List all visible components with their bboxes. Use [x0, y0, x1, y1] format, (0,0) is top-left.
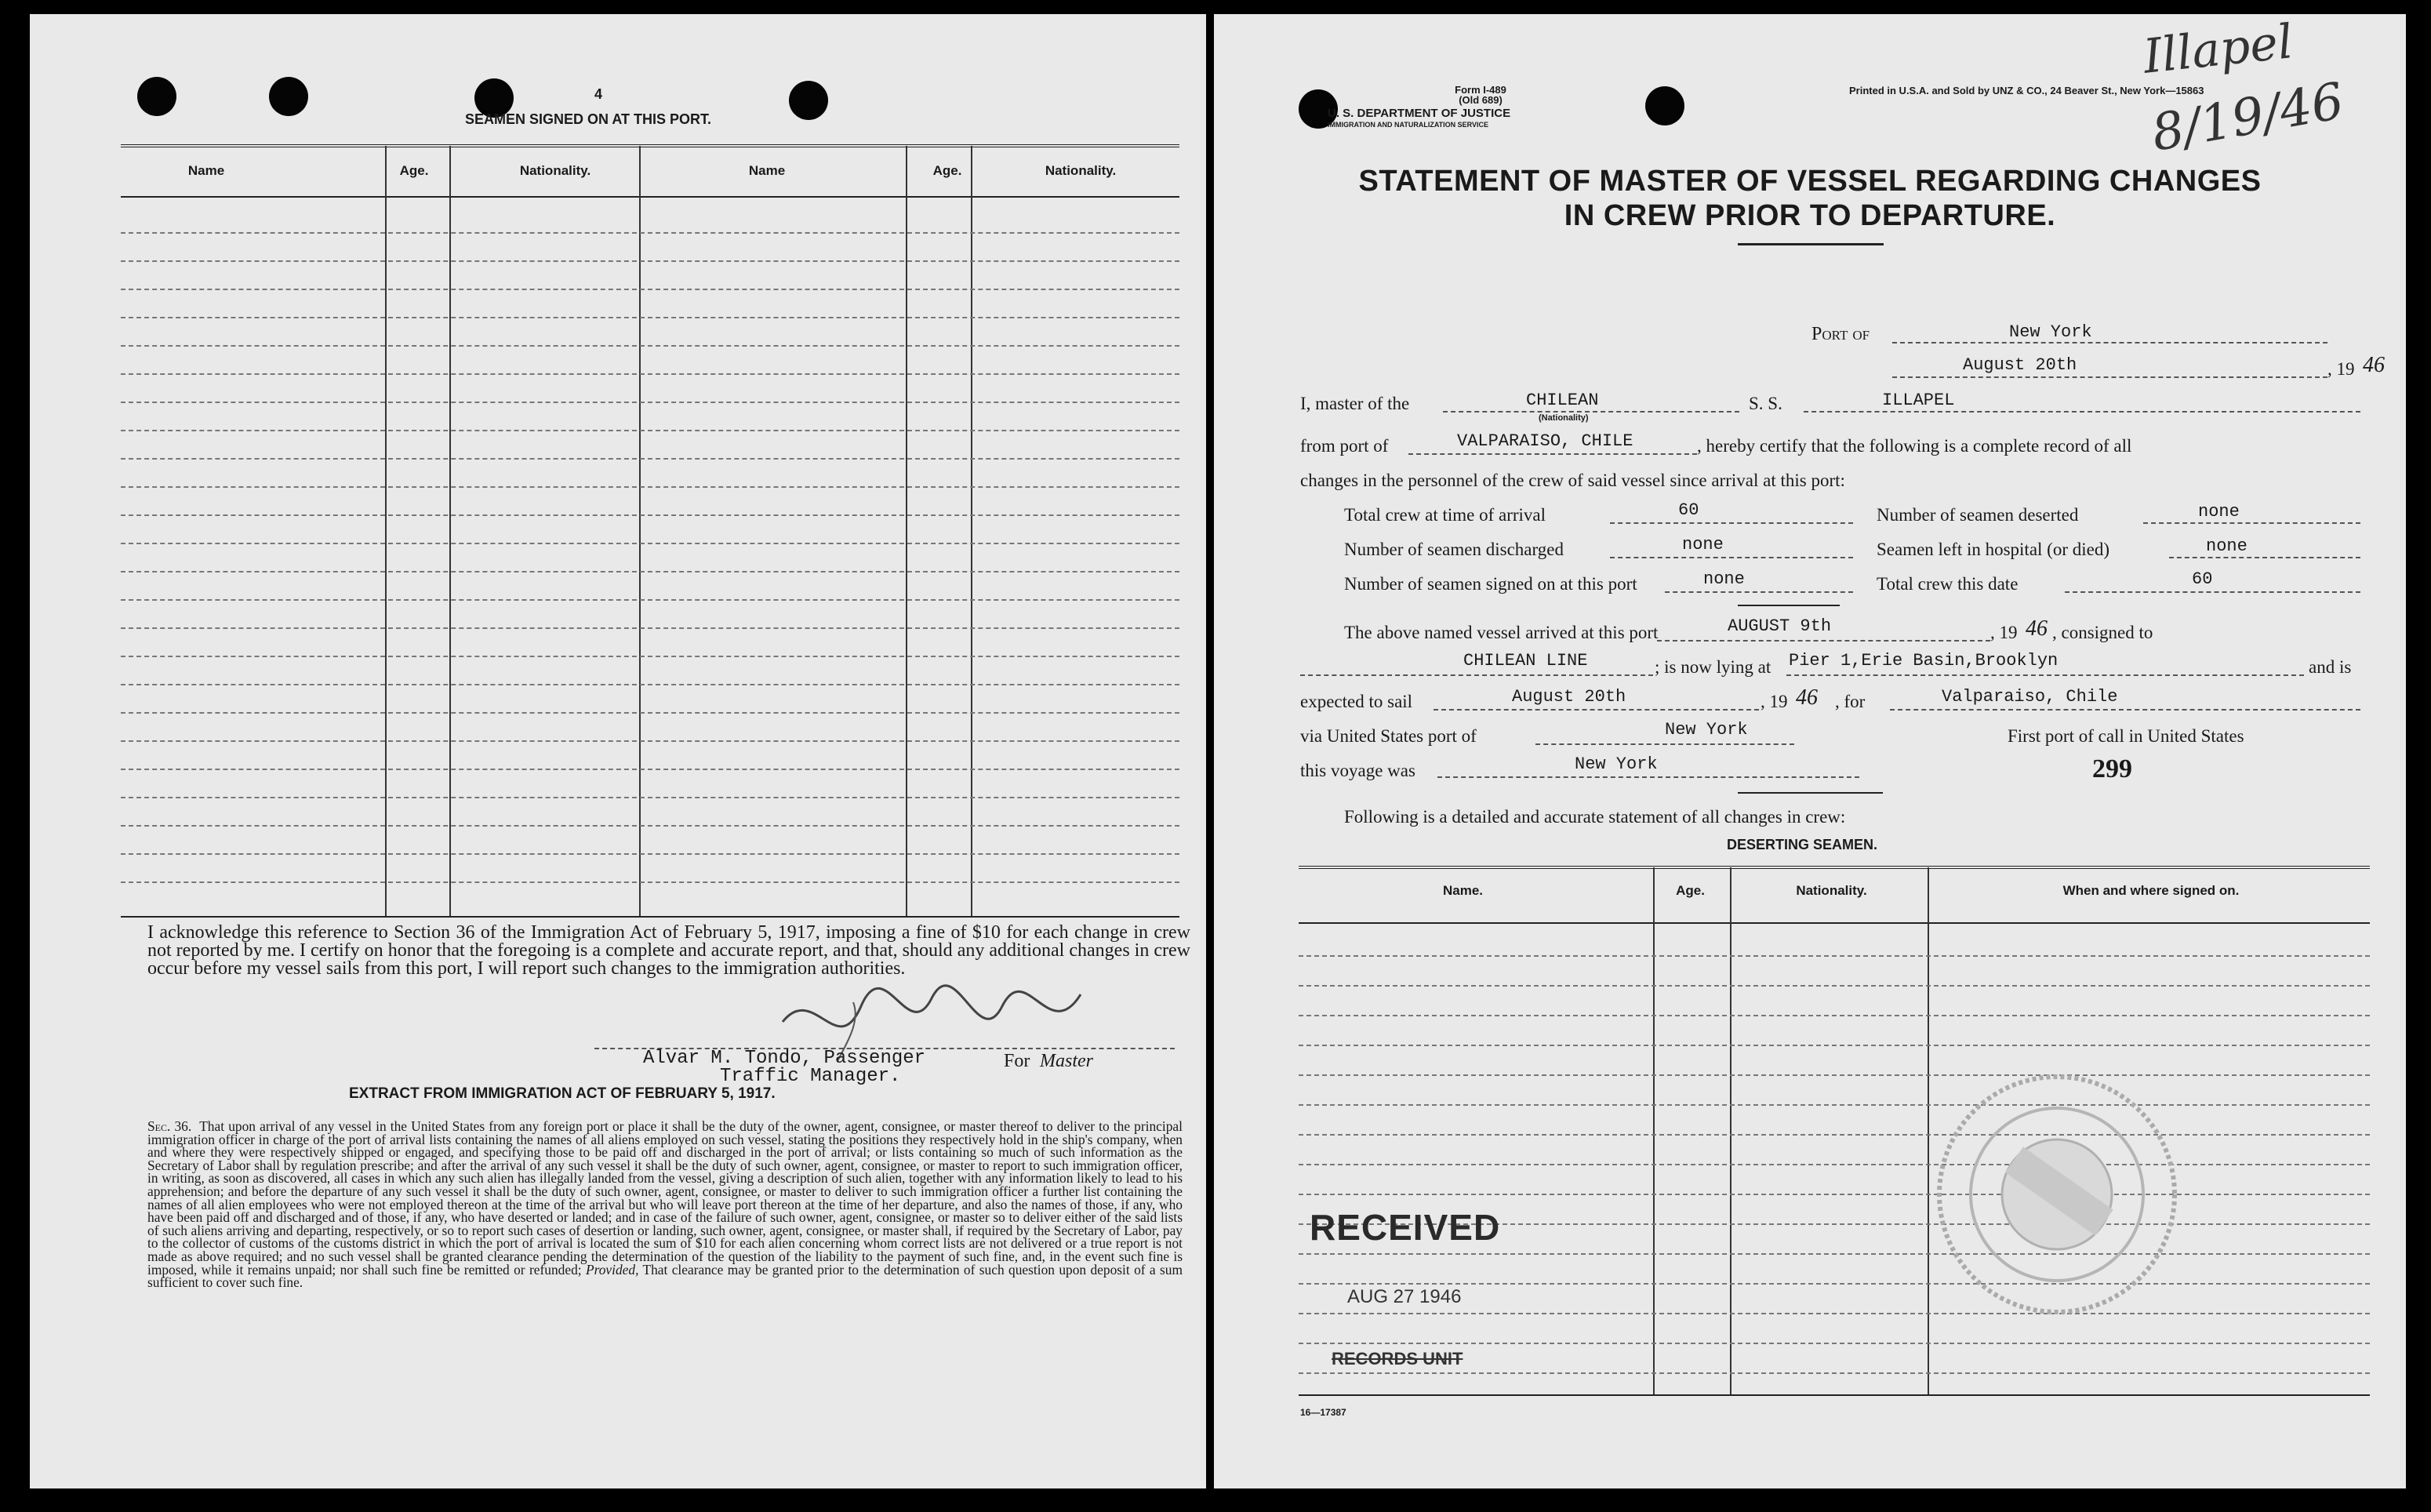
column-divider: [1730, 867, 1731, 1394]
column-header-name: Name: [748, 163, 786, 178]
page-number: 4: [594, 86, 603, 102]
column-header-age: Age.: [1676, 883, 1705, 898]
printer-credit: Printed in U.S.A. and Sold by UNZ & CO., 24 Beaver St., New York—15863: [1849, 85, 2204, 96]
destination-line: [1890, 709, 2360, 711]
table-row: [121, 514, 1179, 516]
table-row: [121, 430, 1179, 431]
signed-on-label: Number of seamen signed on at this port: [1344, 574, 1637, 594]
table-row: [1299, 1104, 2370, 1106]
table-row: [1299, 1372, 2370, 1374]
table-row: [121, 345, 1179, 347]
table-row: [121, 656, 1179, 657]
table-row: [1299, 1283, 2370, 1285]
discharged-label: Number of seamen discharged: [1344, 540, 1564, 559]
old-form-number: (Old 689): [1459, 94, 1503, 106]
and-is-label: and is: [2309, 657, 2352, 677]
certify-text: , hereby certify that the following is a complete record of all: [1697, 436, 2132, 456]
extract-provided: Provided,: [585, 1261, 639, 1278]
department-name: U. S. DEPARTMENT OF JUSTICE: [1328, 107, 1511, 120]
column-divider: [1653, 867, 1655, 1394]
deserting-seamen-title: DESERTING SEAMEN.: [1726, 837, 1878, 852]
expected-line: [1434, 709, 1759, 711]
date-value: August 20th: [1963, 355, 2077, 375]
circular-received-seal: [1928, 1065, 2186, 1324]
acknowledgment-text: I acknowledge this reference to Section 36 of the Immigration Act of February 5, 1917, imposing a fine of $10 for each change in crew not reported by me. I certify on honor that the foregoing is a complete and accurate report, and that, should any additional changes in crew occur before my vessel sails from this port, I will report such changes to the immigration authorities.: [147, 922, 1190, 979]
sail-year-value: 46: [1796, 685, 1818, 710]
table-row: [1299, 1045, 2370, 1046]
extract-title: EXTRACT FROM IMMIGRATION ACT OF FEBRUARY 5, 1917.: [349, 1085, 776, 1102]
lying-value: Pier 1,Erie Basin,Brooklyn: [1789, 651, 2059, 671]
title-underline: [1738, 243, 1884, 245]
right-page: [1214, 14, 2406, 1488]
records-unit-stamp: RECORDS UNIT: [1332, 1349, 1463, 1368]
deserted-label: Number of seamen deserted: [1877, 505, 2079, 525]
table-row: [121, 599, 1179, 601]
number-stamp: 299: [2092, 754, 2132, 783]
via-line: [1535, 743, 1794, 745]
punch-hole: [789, 81, 828, 120]
received-date-stamp: AUG 27 1946: [1347, 1286, 1462, 1307]
handwritten-date: 8/19/46: [2147, 72, 2349, 163]
form-number-block: [1410, 85, 1551, 105]
table-row: [121, 571, 1179, 572]
for-label: For: [1004, 1051, 1030, 1071]
table-row: [121, 684, 1179, 685]
total-crew-arrival-line: [1610, 522, 1853, 524]
master-of-label: I, master of the: [1300, 394, 1410, 413]
year-prefix: , 19: [2327, 359, 2355, 379]
table-row: [1299, 955, 2370, 957]
consigned-label: , consigned to: [2052, 623, 2153, 642]
separator-rule: [1738, 605, 1840, 606]
table-row: [121, 486, 1179, 488]
master-label: Master: [1040, 1051, 1093, 1071]
table-row: [1299, 1253, 2370, 1255]
voyage-line: [1437, 776, 1859, 778]
table-row: [121, 853, 1179, 855]
column-header-name: Name: [187, 163, 225, 178]
extract-body: [147, 1120, 1183, 1289]
table-row: [121, 373, 1179, 375]
table-row: [121, 712, 1179, 714]
following-text: Following is a detailed and accurate statement of all changes in crew:: [1344, 807, 1846, 827]
sail-year-prefix: , 19: [1761, 692, 1788, 711]
signer-title: Traffic Manager.: [720, 1066, 901, 1087]
consignee-line: [1300, 674, 1653, 676]
via-value: New York: [1665, 720, 1748, 740]
service-name: IMMIGRATION AND NATURALIZATION SERVICE: [1328, 121, 1488, 129]
total-crew-arrival-label: Total crew at time of arrival: [1344, 505, 1546, 525]
total-crew-date-line: [2065, 591, 2360, 593]
nationality-value: CHILEAN: [1526, 391, 1599, 410]
first-port-label: First port of call in United States: [2008, 726, 2244, 746]
hospital-line: [2169, 557, 2360, 558]
column-header-age: Age.: [932, 163, 962, 178]
table-row: [1299, 1194, 2370, 1195]
table-row: [121, 740, 1179, 742]
hospital-value: none: [2206, 536, 2247, 556]
table-row: [121, 543, 1179, 544]
column-header-name: Name.: [1442, 883, 1484, 898]
table-row: [1299, 1074, 2370, 1076]
punch-hole: [269, 77, 308, 116]
document-title-line1: STATEMENT OF MASTER OF VESSEL REGARDING CHANGES: [1358, 165, 2262, 198]
extract-tail: That clearance may be granted prior to the determination of such question upon deposit of a sum sufficient to cover such fine.: [147, 1261, 1183, 1291]
date-line: [1892, 376, 2327, 378]
nationality-line: [1443, 411, 1739, 413]
total-crew-arrival-value: 60: [1678, 500, 1699, 520]
table-top-rule: [1299, 866, 2370, 869]
voyage-label: this voyage was: [1300, 761, 1415, 780]
signed-on-value: none: [1703, 569, 1745, 589]
port-of-line: [1892, 342, 2327, 343]
arrived-year-prefix: , 19: [1990, 623, 2018, 642]
extract-section: Sec. 36.: [147, 1118, 192, 1134]
table-row: [1299, 1164, 2370, 1165]
for-label: , for: [1835, 692, 1866, 711]
arrived-year-value: 46: [2026, 616, 2048, 641]
header-rule: [1299, 922, 2370, 924]
table-row: [121, 458, 1179, 460]
column-header-when-where: When and where signed on.: [2062, 883, 2240, 898]
table-row: [1299, 1134, 2370, 1136]
total-crew-date-value: 60: [2192, 569, 2213, 589]
consignee-value: CHILEAN LINE: [1463, 651, 1588, 671]
separator-rule: [1738, 792, 1883, 794]
table-row: [121, 402, 1179, 403]
table-bottom-rule: [1299, 1394, 2370, 1396]
from-port-label: from port of: [1300, 436, 1389, 456]
total-crew-date-label: Total crew this date: [1877, 574, 2019, 594]
hospital-label: Seamen left in hospital (or died): [1877, 540, 2110, 559]
year-value: 46: [2363, 353, 2385, 377]
table-row: [121, 260, 1179, 262]
left-page-title: SEAMEN SIGNED ON AT THIS PORT.: [465, 111, 712, 127]
signed-on-line: [1665, 591, 1853, 593]
deserted-line: [2143, 522, 2360, 524]
table-row: [121, 881, 1179, 883]
discharged-value: none: [1682, 535, 1724, 554]
destination-value: Valparaiso, Chile: [1942, 687, 2118, 707]
from-port-value: VALPARAISO, CHILE: [1457, 431, 1633, 451]
from-port-line: [1408, 453, 1697, 455]
ship-name-value: ILLAPEL: [1882, 391, 1955, 410]
handwritten-vessel-name: Illapel: [2140, 14, 2296, 85]
left-page: [30, 14, 1206, 1488]
column-header-nationality: Nationality.: [1045, 163, 1117, 178]
nationality-caption: (Nationality): [1539, 413, 1589, 423]
table-row: [121, 232, 1179, 234]
column-header-age: Age.: [399, 163, 429, 178]
table-row: [121, 825, 1179, 827]
received-stamp: RECEIVED: [1310, 1207, 1501, 1248]
header-rule: [121, 196, 1179, 198]
expected-value: August 20th: [1512, 687, 1626, 707]
lying-line: [1786, 674, 2304, 676]
port-of-label: Port of: [1811, 324, 1870, 344]
table-row: [1299, 1015, 2370, 1016]
table-bottom-rule: [121, 916, 1179, 918]
signer-name: Alvar M. Tondo, Passenger: [643, 1048, 926, 1069]
footer-code: 16—17387: [1300, 1407, 1346, 1418]
column-header-nationality: Nationality.: [1796, 883, 1867, 898]
lying-label: ; is now lying at: [1655, 657, 1771, 677]
form-number: Form I-489: [1455, 84, 1506, 96]
arrived-value: AUGUST 9th: [1728, 616, 1832, 636]
table-row: [121, 627, 1179, 629]
ship-name-line: [1804, 411, 2360, 413]
table-row: [121, 769, 1179, 770]
table-row: [1299, 985, 2370, 987]
table-row: [121, 797, 1179, 798]
punch-hole: [137, 77, 176, 116]
table-row: [121, 289, 1179, 290]
punch-hole: [1645, 86, 1684, 125]
table-row: [121, 317, 1179, 318]
column-header-nationality: Nationality.: [519, 163, 591, 178]
table-row: [1299, 1343, 2370, 1344]
via-label: via United States port of: [1300, 726, 1477, 746]
voyage-value: New York: [1575, 754, 1658, 774]
table-row: [1299, 1313, 2370, 1314]
expected-label: expected to sail: [1300, 692, 1413, 711]
deserted-value: none: [2198, 502, 2240, 522]
arrived-line: [1657, 640, 1990, 642]
ss-label: S. S.: [1749, 394, 1782, 413]
extract-body-text: That upon arrival of any vessel in the United States from any foreign port or place it shall be the duty of the owner, agent, consignee, or master thereof to deliver to the principal immigration officer in charge of the port of arrival lists containing the names of all aliens employed on such vessel, stating the positions they respectively hold in the ship's company, when and where they were respectively shipped or engaged, and specifying those to be paid off and discharged in the port of arrival; or lists containing so much of such information as the Secretary of Labor shall by regulation prescribe; and after the arrival of any such vessel it shall be the duty of such owner, agent, consignee, or master to report to such immigration officer, in writing, as soon as discovered, all cases in which any such alien has illegally landed from the vessel, giving a description of such alien, together with any information likely to lead to his apprehension; and before the departure of any such vessel it shall be the duty of such owner, agent, consignee, or master to deliver to such immigration officer a further list containing the names of all alien employees who were not employed thereon at the time of the arrival but who will leave port thereon at the time of her departure, and also the names of those, if any, who have been paid off and discharged and of those, if any, who have deserted or landed; and in case of the failure of such owner, agent, consignee, or master so to deliver either of the said lists of such aliens arriving and departing, respectively, or so to report such cases of desertion or landing, such owner, agent, consignee, or master shall, if required by the Secretary of Labor, pay to the collector of customs of the customs district in which the port of arrival is located the sum of $10 for each alien concerning whom correct lists are not delivered or a true report is not made as above required; and no such vessel shall be granted clearance pending the determination of the question of the liability to the payment of such fine, and, in the event such fine is imposed, while it remains unpaid; nor shall such fine be remitted or refunded;: [147, 1118, 1183, 1278]
document-title-line2: IN CREW PRIOR TO DEPARTURE.: [1564, 199, 2056, 232]
arrived-label: The above named vessel arrived at this port: [1344, 623, 1659, 642]
changes-text: changes in the personnel of the crew of said vessel since arrival at this port:: [1300, 471, 1845, 490]
discharged-line: [1610, 557, 1853, 558]
table-top-rule: [121, 144, 1179, 147]
port-of-value: New York: [2009, 322, 2092, 342]
